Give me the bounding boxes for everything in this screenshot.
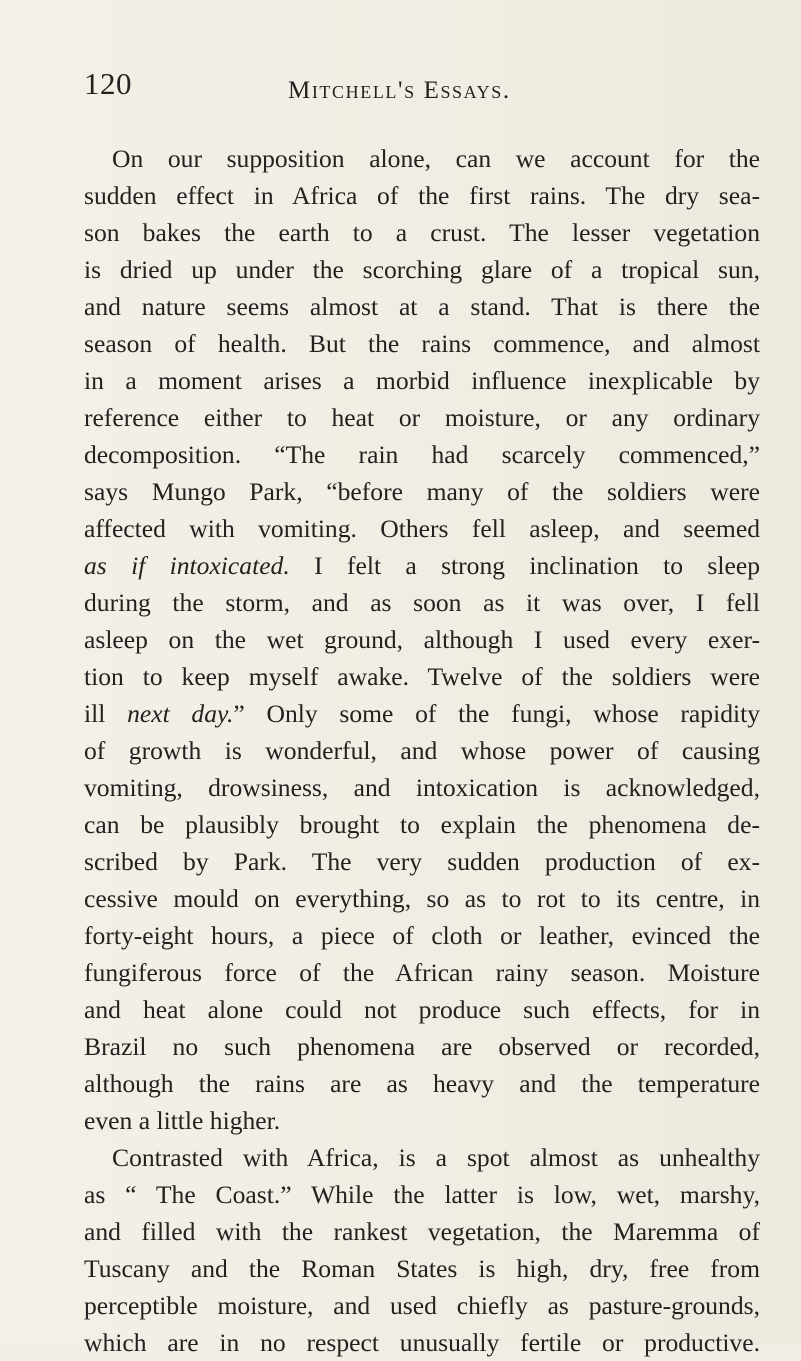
text-line: perceptible moisture, and used chiefly as pasture-grounds, — [84, 1291, 760, 1320]
text-line: which are in no respect unusually fertile or productive. — [84, 1328, 760, 1357]
text-line: reference either to heat or moisture, or any ordinary — [84, 403, 760, 432]
text-line: scribed by Park. The very sudden production of ex- — [84, 847, 760, 876]
text-line: fungiferous force of the African rainy season. Moisture — [84, 958, 760, 987]
text-line: On our supposition alone, can we account for the — [112, 144, 760, 173]
text-line: can be plausibly brought to explain the phenomena de- — [84, 810, 760, 839]
text-line-with-italic — [84, 695, 760, 732]
text-line: Brazil no such phenomena are observed or recorded, — [84, 1032, 760, 1061]
text-fragment: ill — [84, 699, 106, 728]
text-line: tion to keep myself awake. Twelve of the soldiers were — [84, 662, 760, 691]
text-line: asleep on the wet ground, although I used every exer- — [84, 625, 760, 654]
paragraph-2 — [84, 1139, 760, 1361]
text-line: Tuscany and the Roman States is high, dry, free from — [84, 1254, 760, 1283]
text-line: son bakes the earth to a crust. The lesser vegetation — [84, 218, 760, 247]
italic-phrase: next day. — [127, 699, 234, 728]
text-line-with-italic — [84, 547, 760, 584]
text-line: vomiting, drowsiness, and intoxication is acknowledged, — [84, 773, 760, 802]
text-line: decomposition. “The rain had scarcely commenced,” — [84, 440, 760, 469]
text-line: and filled with the rankest vegetation, the Maremma of — [84, 1217, 760, 1246]
text-line: forty-eight hours, a piece of cloth or leather, evinced the — [84, 921, 760, 950]
text-line: of growth is wonderful, and whose power of causing — [84, 736, 760, 765]
text-line: affected with vomiting. Others fell asleep, and seemed — [84, 514, 760, 543]
running-head: Mitchell's Essays. — [288, 77, 511, 104]
text-line: sudden effect in Africa of the first rains. The dry sea- — [84, 181, 760, 210]
text-line: as “ The Coast.” While the latter is low, wet, marshy, — [84, 1180, 760, 1209]
text-line: during the storm, and as soon as it was over, I fell — [84, 588, 760, 617]
text-line: cessive mould on everything, so as to rot to its centre, in — [84, 884, 760, 913]
text-line: and heat alone could not produce such effects, for in — [84, 995, 760, 1024]
text-fragment: I felt a strong inclination to sleep — [314, 551, 760, 580]
text-line: is dried up under the scorching glare of a tropical sun, — [84, 255, 760, 284]
text-fragment: ” Only some of the fungi, whose rapidity — [233, 699, 760, 728]
body-text — [84, 140, 760, 1361]
text-line: says Mungo Park, “before many of the soldiers were — [84, 477, 760, 506]
paragraph-1 — [84, 140, 760, 1139]
text-line: even a little higher. — [84, 1106, 281, 1135]
text-line: and nature seems almost at a stand. That is there the — [84, 292, 760, 321]
italic-phrase: as if intoxicated. — [84, 551, 290, 580]
text-line: Contrasted with Africa, is a spot almost as unhealthy — [112, 1143, 760, 1172]
text-line: season of health. But the rains commence, and almost — [84, 329, 760, 358]
page-number: 120 — [84, 66, 132, 101]
text-line: although the rains are as heavy and the temperature — [84, 1069, 760, 1098]
text-line: in a moment arises a morbid influence inexplicable by — [84, 366, 760, 395]
